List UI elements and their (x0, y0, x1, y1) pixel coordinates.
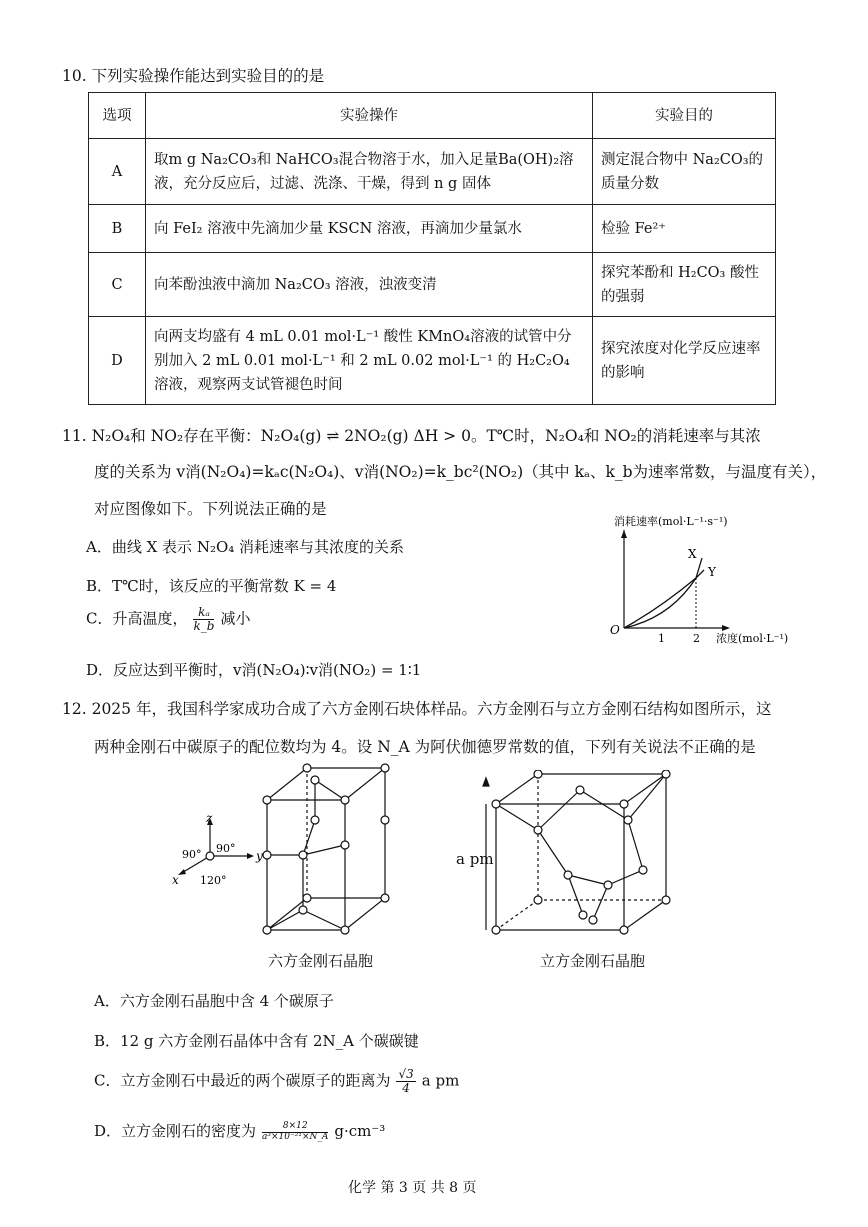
q11-line3: 对应图像如下。下列说法正确的是 (94, 500, 327, 518)
axis-y-label: y (256, 849, 263, 863)
curve-x (624, 570, 704, 628)
q11-option-a: A．曲线 X 表示 N₂O₄ 消耗速率与其浓度的关系 (86, 538, 405, 556)
table-row (89, 253, 776, 317)
angle-label-3: 120° (200, 874, 227, 887)
row-operation: 向苯酚浊液中滴加 Na₂CO₃ 溶液，浊液变清 (146, 253, 593, 317)
cube-edge-label: a pm (456, 850, 494, 868)
q10-stem: 10. 下列实验操作能达到实验目的的是 (62, 67, 325, 85)
q12-option-b: B．12 g 六方金刚石晶体中含有 2N_A 个碳碳键 (94, 1032, 419, 1050)
angle-label-2: 90° (216, 842, 236, 855)
axis-z-label: z (206, 812, 213, 825)
q11-line2: 度的关系为 v消(N₂O₄)=kₐc(N₂O₄)、v消(NO₂)=k_bc²(NO₂)（其中 kₐ、k_b为速率常数，与温度有关）， (94, 463, 827, 481)
q12-option-c-prefix: C．立方金刚石中最近的两个碳原子的距离为 (94, 1071, 391, 1090)
q12-option-c-fraction (396, 1068, 415, 1095)
caption-hexagonal: 六方金刚石晶胞 (268, 952, 374, 970)
q11-option-b: B．T℃时，该反应的平衡常数 K = 4 (86, 577, 337, 595)
fraction-numerator: 8×12 (262, 1122, 328, 1133)
page-footer: 化学 第 3 页 共 8 页 (348, 1180, 477, 1196)
angle-label-1: 90° (182, 848, 202, 861)
fraction-numerator: √3 (398, 1067, 414, 1081)
row-goal: 测定混合物中 Na₂CO₃的质量分数 (593, 139, 776, 205)
graph-y-label: 消耗速率(mol·L⁻¹·s⁻¹) (614, 515, 728, 528)
q12-option-c-suffix: a pm (421, 1071, 460, 1090)
table-row (89, 317, 776, 405)
fraction-denominator: 4 (402, 1081, 410, 1096)
graph-origin: O (610, 623, 620, 637)
table-row (89, 139, 776, 205)
rate-concentration-graph (600, 508, 815, 648)
q12-option-d-suffix: g·cm⁻³ (334, 1122, 386, 1140)
row-operation: 取m g Na₂CO₃和 NaHCO₃混合物溶于水，加入足量Ba(OH)₂溶液，充分反应后，过滤、洗涤、干燥，得到 n g 固体 (146, 139, 593, 205)
caption-cubic: 立方金刚石晶胞 (540, 952, 646, 970)
q12-option-d-prefix: D．立方金刚石的密度为 (94, 1122, 257, 1140)
row-operation: 向 FeI₂ 溶液中先滴加少量 KSCN 溶液，再滴加少量氯水 (146, 205, 593, 253)
table-row (89, 205, 776, 253)
header-operation: 实验操作 (146, 93, 593, 139)
header-option: 选项 (89, 93, 146, 139)
graph-tick-2: 2 (693, 632, 700, 645)
row-option: D (89, 317, 146, 405)
q11-option-c-suffix: 减小 (220, 609, 251, 628)
fraction-numerator: kₐ (193, 606, 214, 620)
q12-option-a: A．六方金刚石晶胞中含 4 个碳原子 (94, 992, 334, 1010)
row-goal: 探究苯酚和 H₂CO₃ 酸性的强弱 (593, 253, 776, 317)
axes-diagram (166, 812, 266, 892)
header-goal: 实验目的 (593, 93, 776, 139)
q11-line1: 11. N₂O₄和 NO₂存在平衡：N₂O₄(g) ⇌ 2NO₂(g) ΔH > 0。T℃时，N₂O₄和 NO₂的消耗速率与其浓 (62, 427, 761, 445)
q11-option-c (86, 606, 250, 633)
q11-option-c-prefix: C．升高温度， (86, 609, 188, 628)
fraction-denominator: a³×10⁻²¹×N_A (262, 1131, 329, 1142)
q12-option-d-fraction (262, 1122, 328, 1143)
graph-x-arrow (722, 625, 730, 631)
graph-x-label: 浓度(mol·L⁻¹) (716, 632, 789, 645)
fraction-denominator: k_b (193, 619, 215, 634)
row-option: C (89, 253, 146, 317)
q12-option-d (94, 1120, 385, 1142)
row-option: A (89, 139, 146, 205)
cubic-diamond-cell (478, 770, 678, 940)
q11-option-d: D．反应达到平衡时，v消(N₂O₄)∶v消(NO₂) = 1∶1 (86, 661, 422, 679)
curve-y (624, 558, 702, 628)
q11-option-c-fraction (193, 606, 214, 633)
row-option: B (89, 205, 146, 253)
curve-x-label: X (688, 547, 697, 561)
q12-option-c (94, 1068, 459, 1095)
row-goal: 检验 Fe²⁺ (593, 205, 776, 253)
graph-tick-1: 1 (658, 632, 665, 645)
row-goal: 探究浓度对化学反应速率的影响 (593, 317, 776, 405)
curve-y-label: Y (708, 565, 716, 579)
q12-line1: 12. 2025 年，我国科学家成功合成了六方金刚石块体样品。六方金刚石与立方金刚石结构如图所示，这 (62, 700, 772, 718)
q12-line2: 两种金刚石中碳原子的配位数均为 4。设 N_A 为阿伏伽德罗常数的值，下列有关说法不正确的是 (94, 738, 756, 756)
hexagonal-diamond-cell (255, 760, 405, 940)
row-operation: 向两支均盛有 4 mL 0.01 mol·L⁻¹ 酸性 KMnO₄溶液的试管中分别加入 2 mL 0.01 mol·L⁻¹ 和 2 mL 0.02 mol·L⁻¹ 的 H₂C₂O₄溶液，观察两支试管褪色时间 (146, 317, 593, 405)
graph-y-arrow (621, 530, 627, 538)
q10-table (88, 92, 776, 405)
axis-x-label: x (172, 873, 179, 887)
